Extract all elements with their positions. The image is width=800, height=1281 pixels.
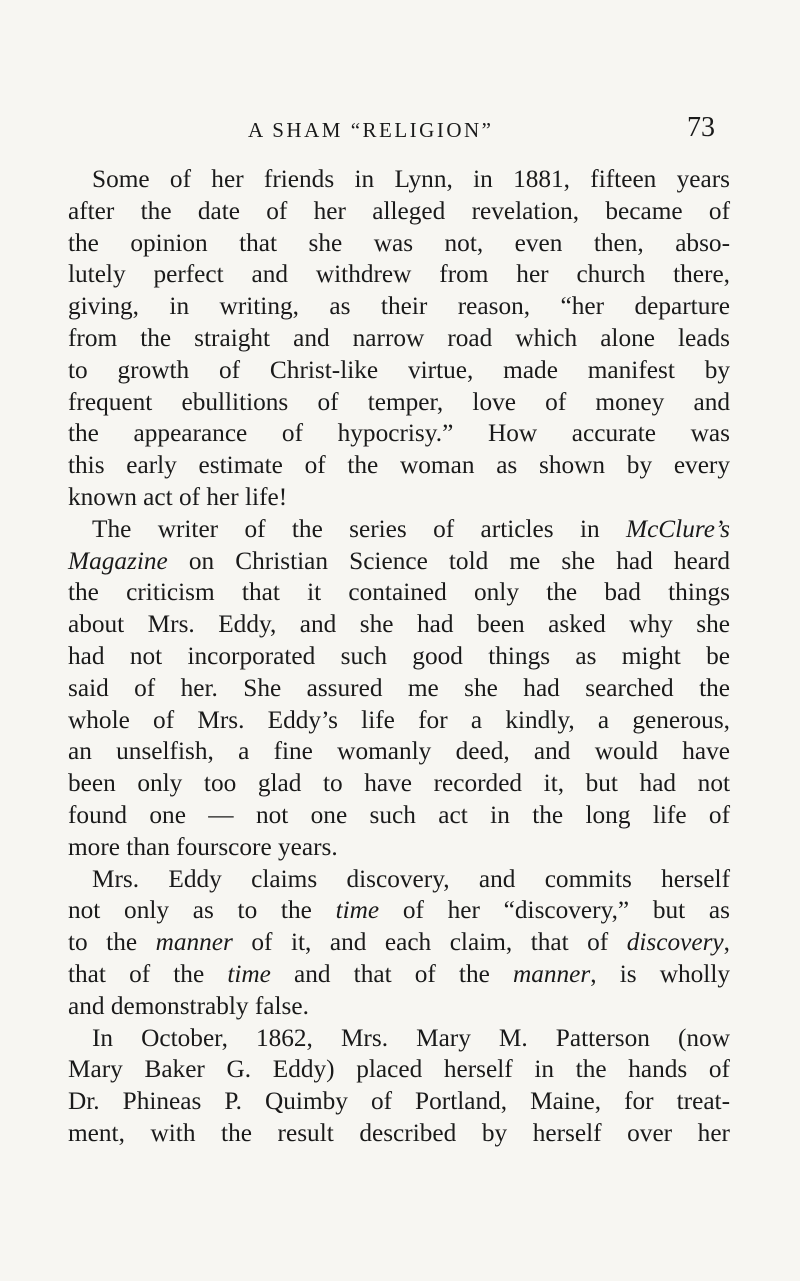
text-line: to the manner of it, and each claim, that of discovery, [68,928,730,957]
magazine-title: McClure’s [626,514,730,543]
text-line: The writer of the series of articles in McClure’s [92,514,730,543]
page-header [0,112,800,152]
text-line: Magazine on Christian Science told me she had heard [68,546,730,575]
text-line: giving, in writing, as their reason, “her departure [68,292,730,321]
text-line: the criticism that it contained only the bad things [68,578,730,607]
text-line: lutely perfect and withdrew from her church there, [68,260,730,289]
body-text [68,164,730,1150]
text-line: found one — not one such act in the long life of [68,800,730,829]
text-line: more than fourscore years. [68,832,338,861]
text-line: this early estimate of the woman as shown by every [68,451,730,480]
text-line: to growth of Christ-like virtue, made manifest by [68,355,730,384]
text-line: and demonstrably false. [68,991,309,1020]
text-line: Some of her friends in Lynn, in 1881, fifteen years [92,165,730,193]
text-line: that of the time and that of the manner, is wholly [68,959,730,988]
text-line: frequent ebullitions of temper, love of money and [68,387,730,416]
text-line: In October, 1862, Mrs. Mary M. Patterson (now [92,1023,730,1052]
text-line: ment, with the result described by herself over her [68,1118,730,1147]
magazine-title: Magazine [68,546,168,575]
text-line: whole of Mrs. Eddy’s life for a kindly, a generous, [68,705,730,734]
text-line: said of her. She assured me she had searched the [68,673,730,702]
text-line: Mrs. Eddy claims discovery, and commits herself [92,864,730,893]
text-line: not only as to the time of her “discovery,” but as [68,896,730,925]
text-line: after the date of her alleged revelation, became of [68,196,730,225]
page-number: 73 [687,112,715,143]
text-line: about Mrs. Eddy, and she had been asked why she [68,610,730,639]
text-line: known act of her life! [68,482,288,511]
text-line: from the straight and narrow road which alone leads [68,323,730,352]
text-line: an unselfish, a fine womanly deed, and would have [68,737,730,766]
text-line: Mary Baker G. Eddy) placed herself in the hands of [68,1055,730,1084]
text-line: been only too glad to have recorded it, but had not [68,769,730,798]
text-line: the appearance of hypocrisy.” How accurate was [68,419,730,448]
text-line: Dr. Phineas P. Quimby of Portland, Maine, for treat- [68,1087,730,1116]
text-line: had not incorporated such good things as might be [68,641,730,670]
running-title: A SHAM “RELIGION” [248,118,494,142]
text-line: the opinion that she was not, even then, abso- [68,228,730,257]
